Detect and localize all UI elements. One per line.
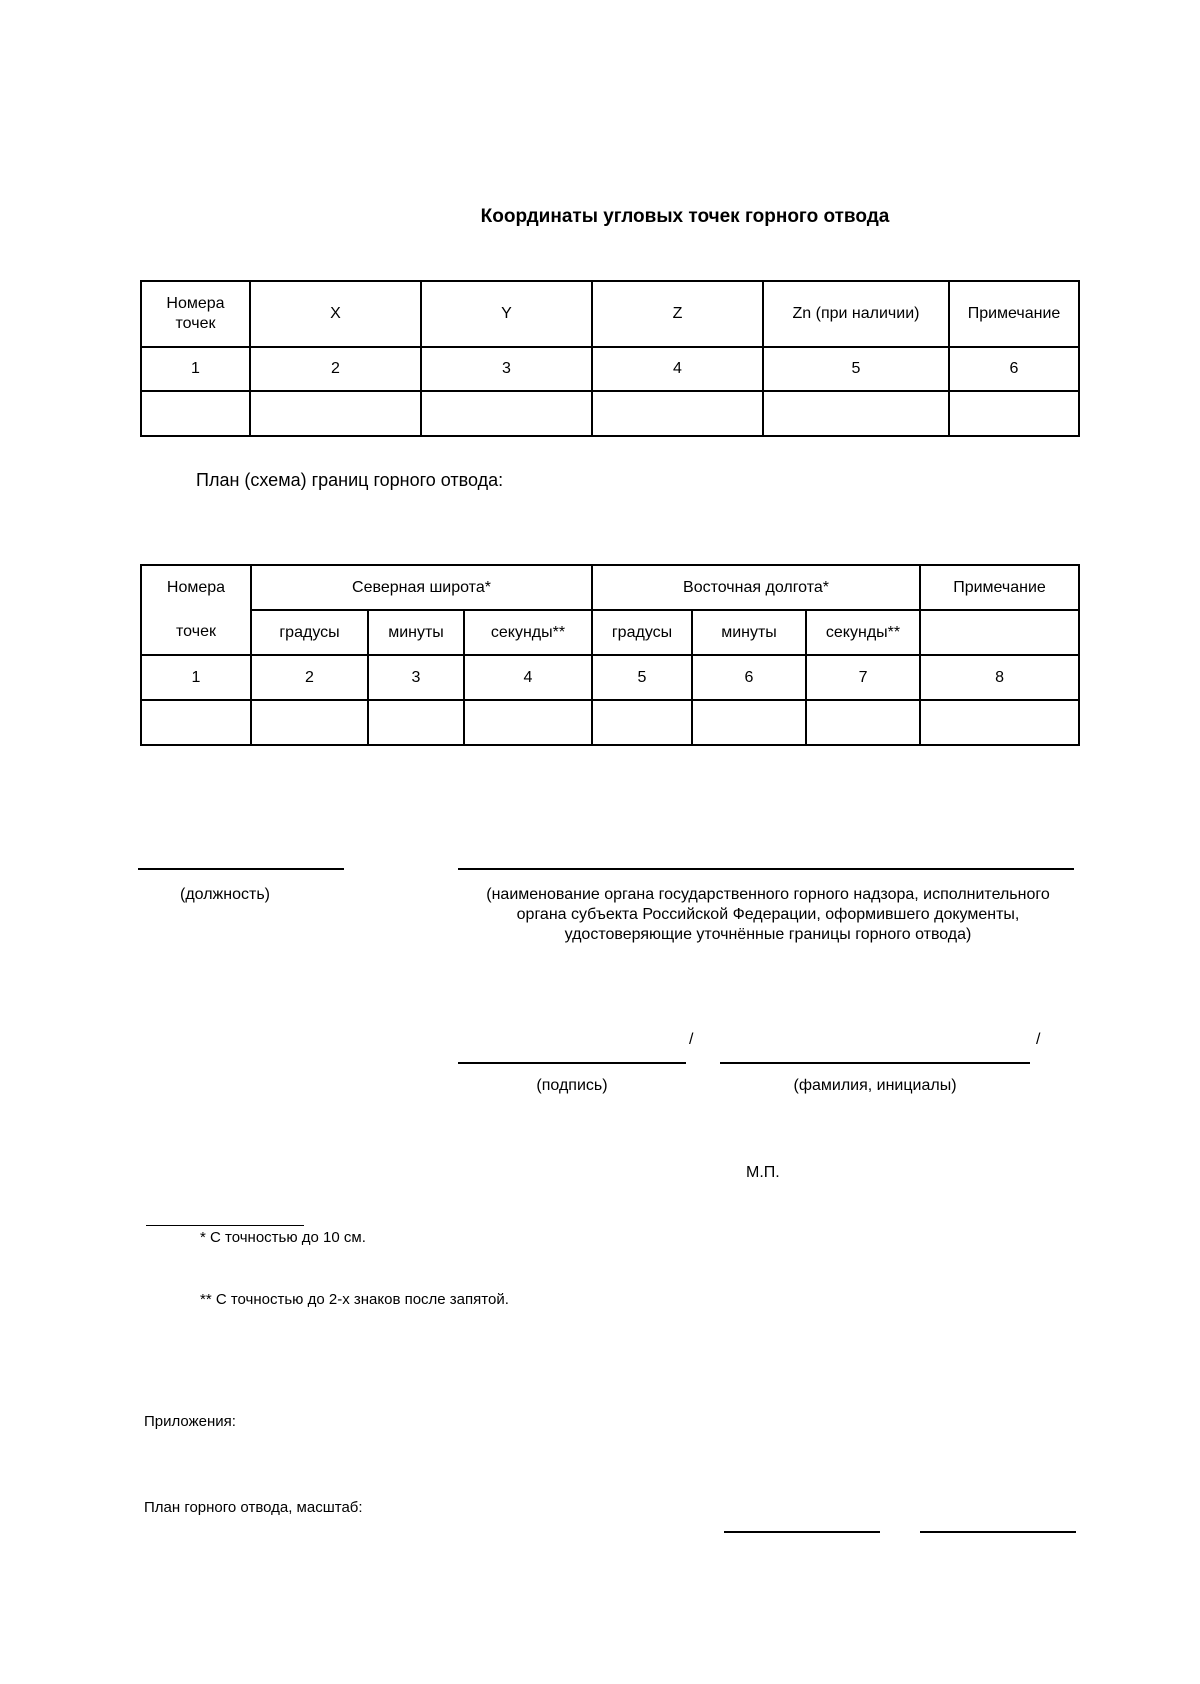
header-points: точек (141, 610, 251, 655)
column-number-cell: 4 (592, 347, 763, 391)
column-number-cell: 2 (251, 655, 368, 700)
name-separator: / (1036, 1031, 1041, 1048)
header-zn: Zn (при наличии) (763, 281, 949, 347)
column-number-cell: 1 (141, 347, 250, 391)
organ-caption: (наименование органа государственного горного надзора, исполнительного органа субъекта Российской Федерации, оформившего документы, удостоверяющие уточнённые границы горного отвода) (486, 886, 1050, 943)
column-number-cell: 5 (592, 655, 692, 700)
column-number-cell: 3 (368, 655, 464, 700)
plan-scale-label: План горного отвода, масштаб: (144, 1499, 363, 1516)
stamp-label: М.П. (746, 1164, 780, 1181)
empty-cell[interactable] (920, 700, 1079, 745)
footnote-separator (146, 1225, 304, 1226)
scale-line-1[interactable] (724, 1531, 880, 1533)
empty-cell (920, 610, 1079, 655)
column-number-cell: 8 (920, 655, 1079, 700)
header-z: Z (592, 281, 763, 347)
geographic-coordinates-table (140, 564, 1080, 746)
column-number-cell: 6 (949, 347, 1079, 391)
column-number-cell: 1 (141, 655, 251, 700)
subheader-degrees: градусы (251, 610, 368, 655)
scale-line-2[interactable] (920, 1531, 1076, 1533)
position-line[interactable] (138, 868, 344, 870)
organ-name-line[interactable] (458, 868, 1074, 870)
empty-cell[interactable] (368, 700, 464, 745)
header-east-longitude: Восточная долгота* (592, 565, 920, 610)
signature-separator: / (689, 1031, 694, 1048)
document-title: Координаты угловых точек горного отвода (480, 206, 890, 227)
subheader-seconds: секунды** (806, 610, 920, 655)
subheader-minutes: минуты (692, 610, 806, 655)
empty-row (141, 391, 1079, 436)
column-number-cell: 5 (763, 347, 949, 391)
empty-cell[interactable] (692, 700, 806, 745)
footnote-two: ** С точностью до 2-х знаков после запятой. (200, 1291, 509, 1308)
signature-caption: (подпись) (536, 1077, 608, 1094)
header-note: Примечание (949, 281, 1079, 347)
coordinates-table (140, 280, 1080, 437)
header-north-latitude: Северная широта* (251, 565, 592, 610)
column-number-cell: 6 (692, 655, 806, 700)
name-caption: (фамилия, инициалы) (793, 1077, 957, 1094)
header-number: Номера (141, 565, 251, 610)
column-number-cell: 4 (464, 655, 592, 700)
header-point-numbers: Номера точек (141, 281, 250, 347)
empty-cell[interactable] (592, 700, 692, 745)
column-number-cell: 7 (806, 655, 920, 700)
subheader-minutes: минуты (368, 610, 464, 655)
header-note: Примечание (920, 565, 1079, 610)
subheader-seconds: секунды** (464, 610, 592, 655)
signature-line[interactable] (458, 1062, 686, 1064)
empty-cell[interactable] (949, 391, 1079, 436)
subheader-degrees: градусы (592, 610, 692, 655)
header-y: Y (421, 281, 592, 347)
empty-cell[interactable] (464, 700, 592, 745)
empty-cell[interactable] (421, 391, 592, 436)
empty-cell[interactable] (141, 391, 250, 436)
column-number-cell: 2 (250, 347, 421, 391)
attachments-label: Приложения: (144, 1413, 236, 1430)
empty-cell[interactable] (806, 700, 920, 745)
empty-cell[interactable] (763, 391, 949, 436)
empty-cell[interactable] (250, 391, 421, 436)
empty-cell[interactable] (141, 700, 251, 745)
name-line[interactable] (720, 1062, 1030, 1064)
empty-row (141, 700, 1079, 745)
column-number-cell: 3 (421, 347, 592, 391)
position-caption: (должность) (180, 886, 270, 903)
plan-label: План (схема) границ горного отвода: (196, 470, 504, 490)
footnote-one: * С точностью до 10 см. (200, 1229, 366, 1246)
header-x: X (250, 281, 421, 347)
empty-cell[interactable] (592, 391, 763, 436)
empty-cell[interactable] (251, 700, 368, 745)
